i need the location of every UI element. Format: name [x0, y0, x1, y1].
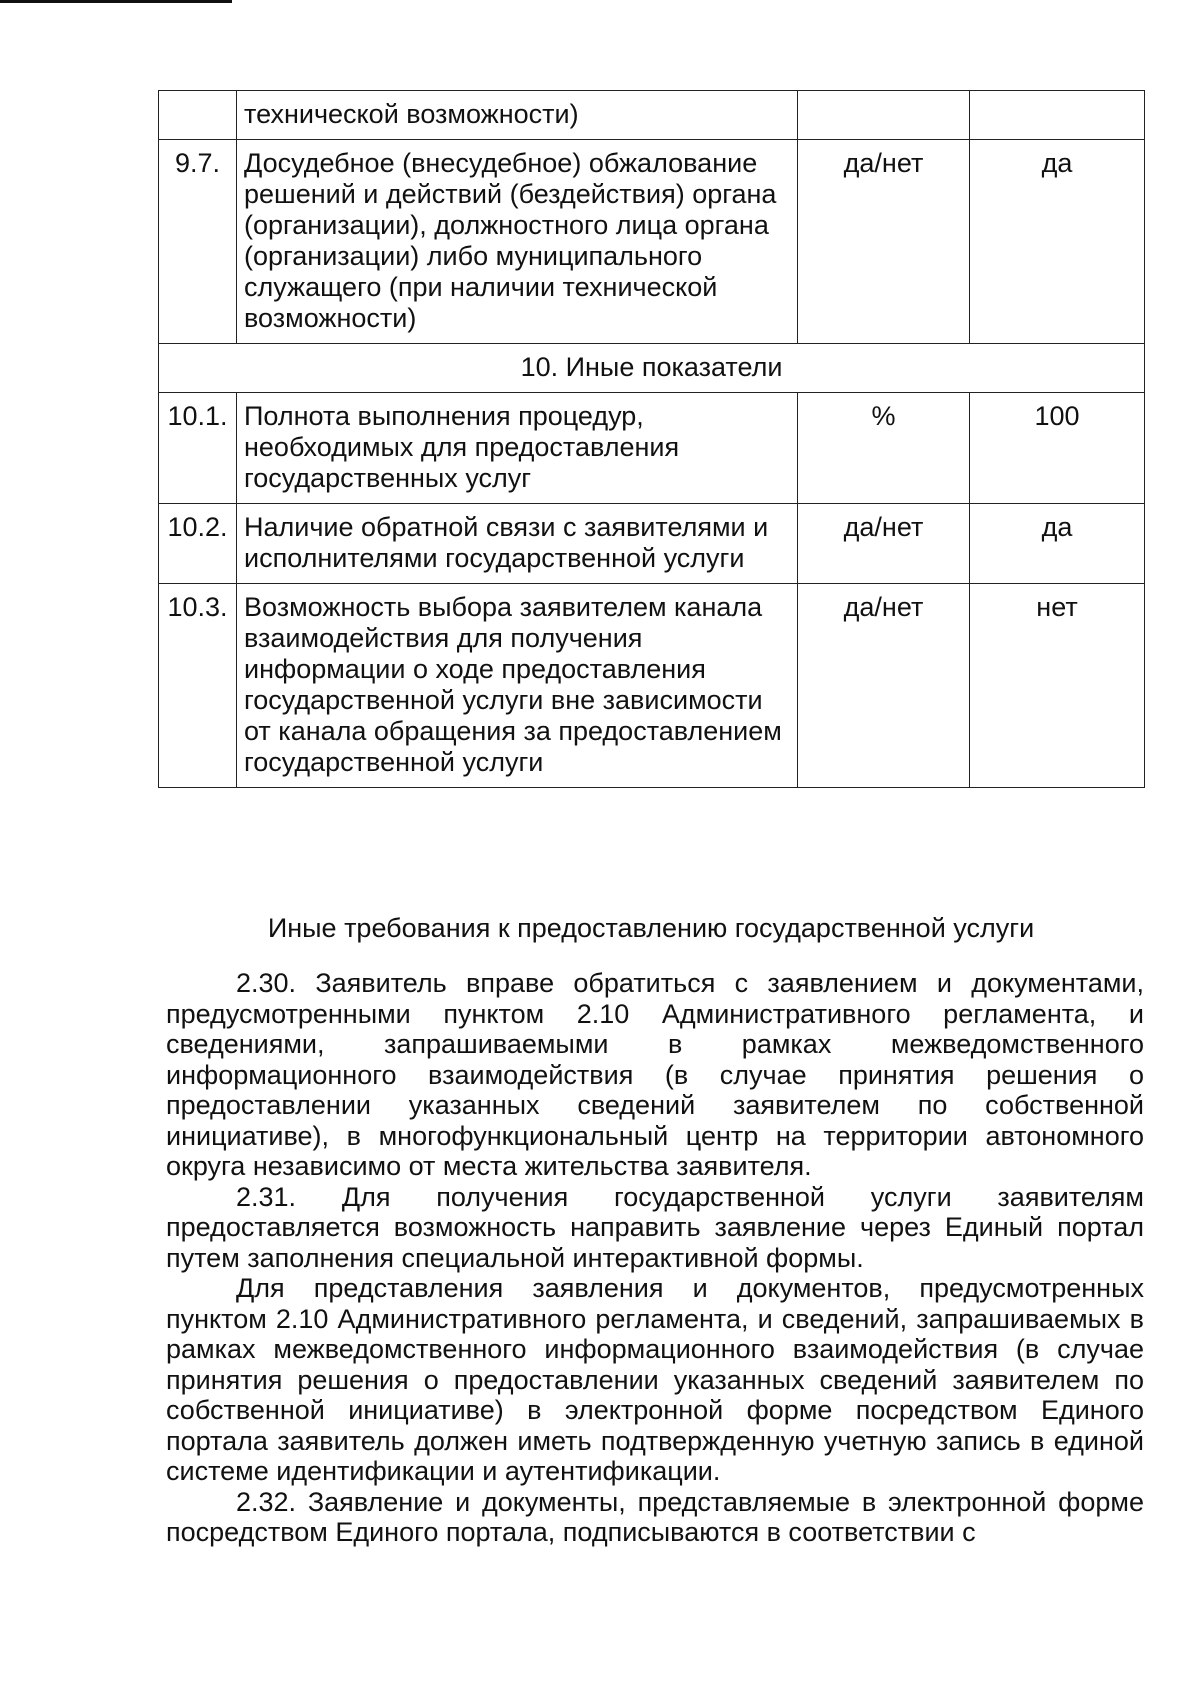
indicator-value: [970, 91, 1145, 140]
paragraph: 2.30. Заявитель вправе обратиться с заявлением и документами, предусмотренными пунктом 2.10 Административного регламента, и сведениями, запрашиваемыми в рамках межведомственного информационного взаимодействия (в случае принятия решения о предоставлении указанных сведений заявителем по собственной инициативе), в многофункциональный центр на территории автономного округа независимо от места жительства заявителя.: [166, 968, 1144, 1181]
indicator-value: да: [970, 504, 1145, 584]
section-heading: Иные требования к предоставлению государственной услуги: [267, 913, 1035, 943]
unit-of-measure: [798, 91, 970, 140]
table-row: [159, 140, 1145, 344]
indicator-name: Досудебное (внесудебное) обжалование решений и действий (бездействия) органа (организации), должностного лица органа (организации) либо муниципального служащего (при наличии технической возможности): [237, 140, 798, 344]
row-number: 10.2.: [159, 504, 237, 584]
table-section-row: [159, 344, 1145, 393]
indicator-name: Возможность выбора заявителем канала взаимодействия для получения информации о ходе предоставления государственной услуги вне зависимости от канала обращения за предоставлением государственной услуги: [237, 584, 798, 788]
row-number: [159, 91, 237, 140]
paragraph: Для представления заявления и документов, предусмотренных пунктом 2.10 Административного регламента, и сведений, запрашиваемых в рамках межведомственного информационного взаимодействия (в случае принятия решения о предоставлении указанных сведений заявителем по собственной инициативе) в электронной форме посредством Единого портала заявитель должен иметь подтвержденную учетную запись в единой системе идентификации и аутентификации.: [166, 1273, 1144, 1486]
unit-of-measure: да/нет: [798, 504, 970, 584]
body-text: [166, 968, 1144, 1548]
indicators-table: [158, 90, 1145, 788]
indicator-value: да: [970, 140, 1145, 344]
table-row: [159, 504, 1145, 584]
paragraph: 2.31. Для получения государственной услуги заявителям предоставляется возможность направить заявление через Единый портал путем заполнения специальной интерактивной формы.: [166, 1181, 1144, 1273]
indicator-name: Наличие обратной связи с заявителями и исполнителями государственной услуги: [237, 504, 798, 584]
section-title: 10. Иные показатели: [159, 344, 1145, 393]
table-row: [159, 91, 1145, 140]
row-number: 10.1.: [159, 393, 237, 504]
unit-of-measure: да/нет: [798, 140, 970, 344]
table-row: [159, 393, 1145, 504]
unit-of-measure: %: [798, 393, 970, 504]
table-row: [159, 584, 1145, 788]
top-rule: [0, 0, 232, 3]
indicator-name: Полнота выполнения процедур, необходимых для предоставления государственных услуг: [237, 393, 798, 504]
unit-of-measure: да/нет: [798, 584, 970, 788]
indicator-name: технической возможности): [237, 91, 798, 140]
row-number: 10.3.: [159, 584, 237, 788]
paragraph: 2.32. Заявление и документы, представляемые в электронной форме посредством Единого портала, подписываются в соответствии с: [166, 1486, 1144, 1547]
indicator-value: 100: [970, 393, 1145, 504]
row-number: 9.7.: [159, 140, 237, 344]
indicator-value: нет: [970, 584, 1145, 788]
